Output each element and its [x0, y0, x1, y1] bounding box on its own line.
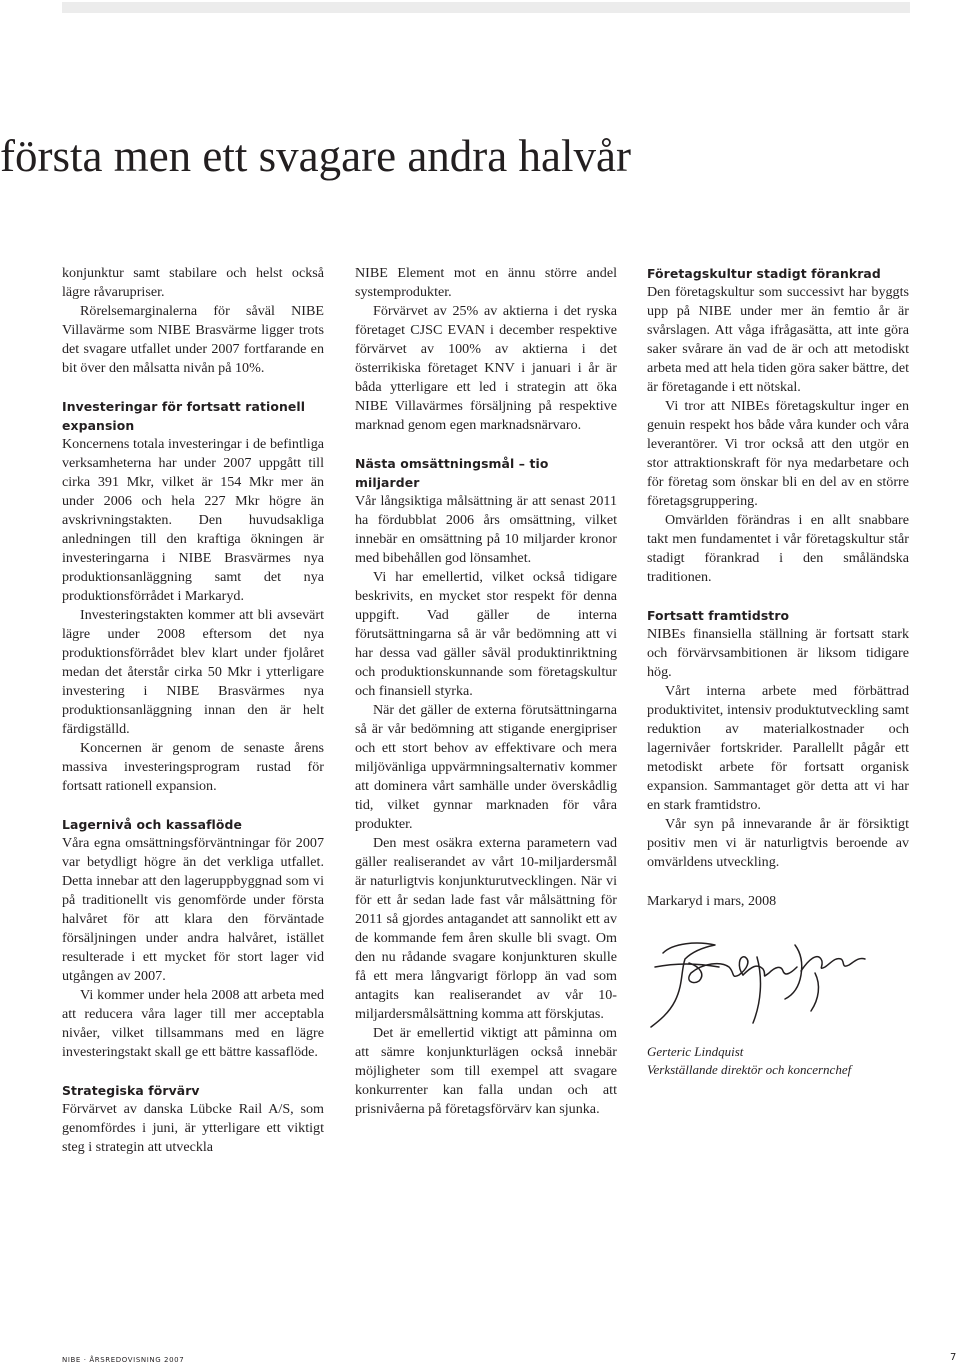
paragraph: När det gäller de externa förutsättningarna så är vår bedömning att stigande energipriser och ett stort behov av effektivare och mera miljövänliga uppvärmningsalternativ kommer att dominera vårt samhälle under överskådlig tid, vilket gynnar marknaden för våra produkter.	[355, 702, 617, 832]
paragraph: Vi har emellertid, vilket också tidigare beskrivits, en mycket stor respekt för denna uppgift. Vad gäller de interna förutsättningarna så är vår bedömning att vi har dessa vad gäller såväl produktinriktning och produktionskunnande som företagskultur och finansiell styrka.	[355, 569, 617, 699]
top-bar	[62, 2, 910, 13]
page-headline: första men ett svagare andra halvår	[0, 131, 631, 181]
paragraph: Vår långsiktiga målsättning är att senast 2011 ha fördubblat 2006 års omsättning, vilket innebär en omsättning på 10 miljarder kronor med bibehållen god lönsamhet.	[355, 493, 617, 566]
paragraph: Omvärlden förändras i en allt snabbare takt men fundamentet i vår företagskultur står stadigt förankrad i den småländska traditionen.	[647, 512, 909, 585]
paragraph: Vår syn på innevarande år är försiktigt positiv men vi är naturligtvis beroende av omvärldens utveckling.	[647, 816, 909, 870]
text-column-2	[355, 264, 617, 1119]
paragraph: Det är emellertid viktigt att påminna om att sämre konjunkturlägen också innebär möjligheter som till exempel att svagare konkurrenter kan falla undan och att prisnivåerna på företagsförvärv kan sjunka.	[355, 1025, 617, 1117]
paragraph: Vi tror att NIBEs företagskultur inger en genuin respekt hos både våra kunder och våra leverantörer. Vi tror också att den utgör en stor attraktionskraft för nya medarbetare och för företag som önskar bli en del av en större företagsgruppering.	[647, 398, 909, 509]
paragraph: Investeringstakten kommer att bli avsevärt lägre under 2008 eftersom det nya produktionsförrådet blev klart under fjolåret medan det återstår cirka 50 Mkr i ytterligare investering i NIBE Brasvärmes nya produktionsanläggning innan den är helt färdigställd.	[62, 607, 324, 737]
handwritten-signature	[645, 923, 870, 1041]
paragraph: Vårt interna arbete med förbättrad produktivitet, intensiv produktutveckling samt reduktion av materialkostnader och lagernivåer fortskrider. Parallellt pågår ett metodiskt arbete för fortsatt organisk expansion. Sammantaget gör detta att vi har en stark framtidstro.	[647, 683, 909, 813]
text-column-3	[647, 264, 909, 1079]
place-and-date: Markaryd i mars, 2008	[647, 893, 777, 909]
section-heading-strategiska-forvarv: Strategiska förvärv	[62, 1083, 200, 1098]
paragraph: Den företagskultur som successivt har byggts upp på NIBE under mer än femtio år är svårslagen. Att våga ifrågasätta, att inte göra saker svårare än vad de är och att metodiskt arbeta med att hela tiden göra saker bättre, det är företagande i ett nötskal.	[647, 284, 909, 395]
paragraph: konjunktur samt stabilare och helst också lägre råvarupriser.	[62, 265, 324, 300]
section-heading-omsattningsmal: Nästa omsättningsmål – tio miljarder	[355, 456, 549, 490]
paragraph: Rörelsemarginalerna för såväl NIBE Villavärme som NIBE Brasvärme ligger trots det svagare utfallet under 2007 fortfarande en bit över den målsatta nivån på 10%.	[62, 303, 324, 376]
paragraph: Förvärvet av 25% av aktierna i det ryska företaget CJSC EVAN i december respektive förvärvet av 100% av aktierna i det österrikiska företaget KNV i januari i år är båda ytterligare ett led i strategin att öka NIBE Villavärmes försäljning på respektive marknad genom egen marknadsnärvaro.	[355, 303, 617, 433]
footer-publication: NIBE · ÅRSREDOVISNING 2007	[62, 1356, 185, 1364]
section-heading-foretagskultur: Företagskultur stadigt förankrad	[647, 266, 881, 281]
section-heading-lagerniva: Lagernivå och kassaflöde	[62, 817, 242, 832]
section-heading-investeringar: Investeringar för fortsatt rationell expansion	[62, 399, 306, 433]
page-number: 7	[950, 1352, 957, 1363]
paragraph: Förvärvet av danska Lübcke Rail A/S, som genomfördes i juni, är ytterligare ett viktigt steg i strategin att utveckla	[62, 1101, 324, 1155]
paragraph: Koncernen är genom de senaste årens massiva investeringsprogram rustad för fortsatt rationell expansion.	[62, 740, 324, 794]
paragraph: Den mest osäkra externa parametern vad gäller realiserandet av vårt 10-miljardersmål är naturligtvis konjunkturutvecklingen. När vi för ett år sedan lade fast vår målsättning för 2011 så gjordes antagandet att sannolikt ett av de kommande fem åren skulle bli svagt. Om den nu rådande svagare konjunkturen skulle få ett mera långvarigt förlopp än vad som antagits kan realiserandet av vår 10-miljardersmålsättning komma att förskjutas.	[355, 835, 617, 1022]
section-heading-framtidstro: Fortsatt framtidstro	[647, 608, 790, 623]
paragraph: Vi kommer under hela 2008 att arbeta med att reducera våra lager till mer acceptabla nivåer, vilket tillsammans med en lägre investeringstakt skall ge ett bättre kassaflöde.	[62, 987, 324, 1060]
paragraph: NIBE Element mot en ännu större andel systemprodukter.	[355, 265, 617, 300]
signatory-title: Verkställande direktör och koncernchef	[647, 1062, 852, 1077]
text-column-1	[62, 264, 324, 1157]
signatory-name: Gerteric Lindquist	[647, 1044, 744, 1059]
paragraph: Våra egna omsättningsförväntningar för 2007 var betydligt högre än det verkliga utfallet. Detta innebar att den lageruppbyggnad som vi på traditionellt vis genomförde under första halvåret för att klara den förväntade försäljningen under andra halvåret, istället resulterade i ett mycket för stort lager vid utgången av 2007.	[62, 835, 324, 984]
paragraph: Koncernens totala investeringar i de befintliga verksamheterna har under 2007 uppgått till cirka 391 Mkr, vilket är 154 Mkr mer än under 2006 och hela 227 Mkr högre än avskrivningstakten. Den huvudsakliga anledningen till den kraftiga ökningen är investeringarna i NIBE Brasvärmes nya produktionsanläggning samt det nya produktionsförrådet i Markaryd.	[62, 436, 324, 604]
paragraph: NIBEs finansiella ställning är fortsatt stark och förvärvsambitionen är liksom tidigare hög.	[647, 626, 909, 680]
